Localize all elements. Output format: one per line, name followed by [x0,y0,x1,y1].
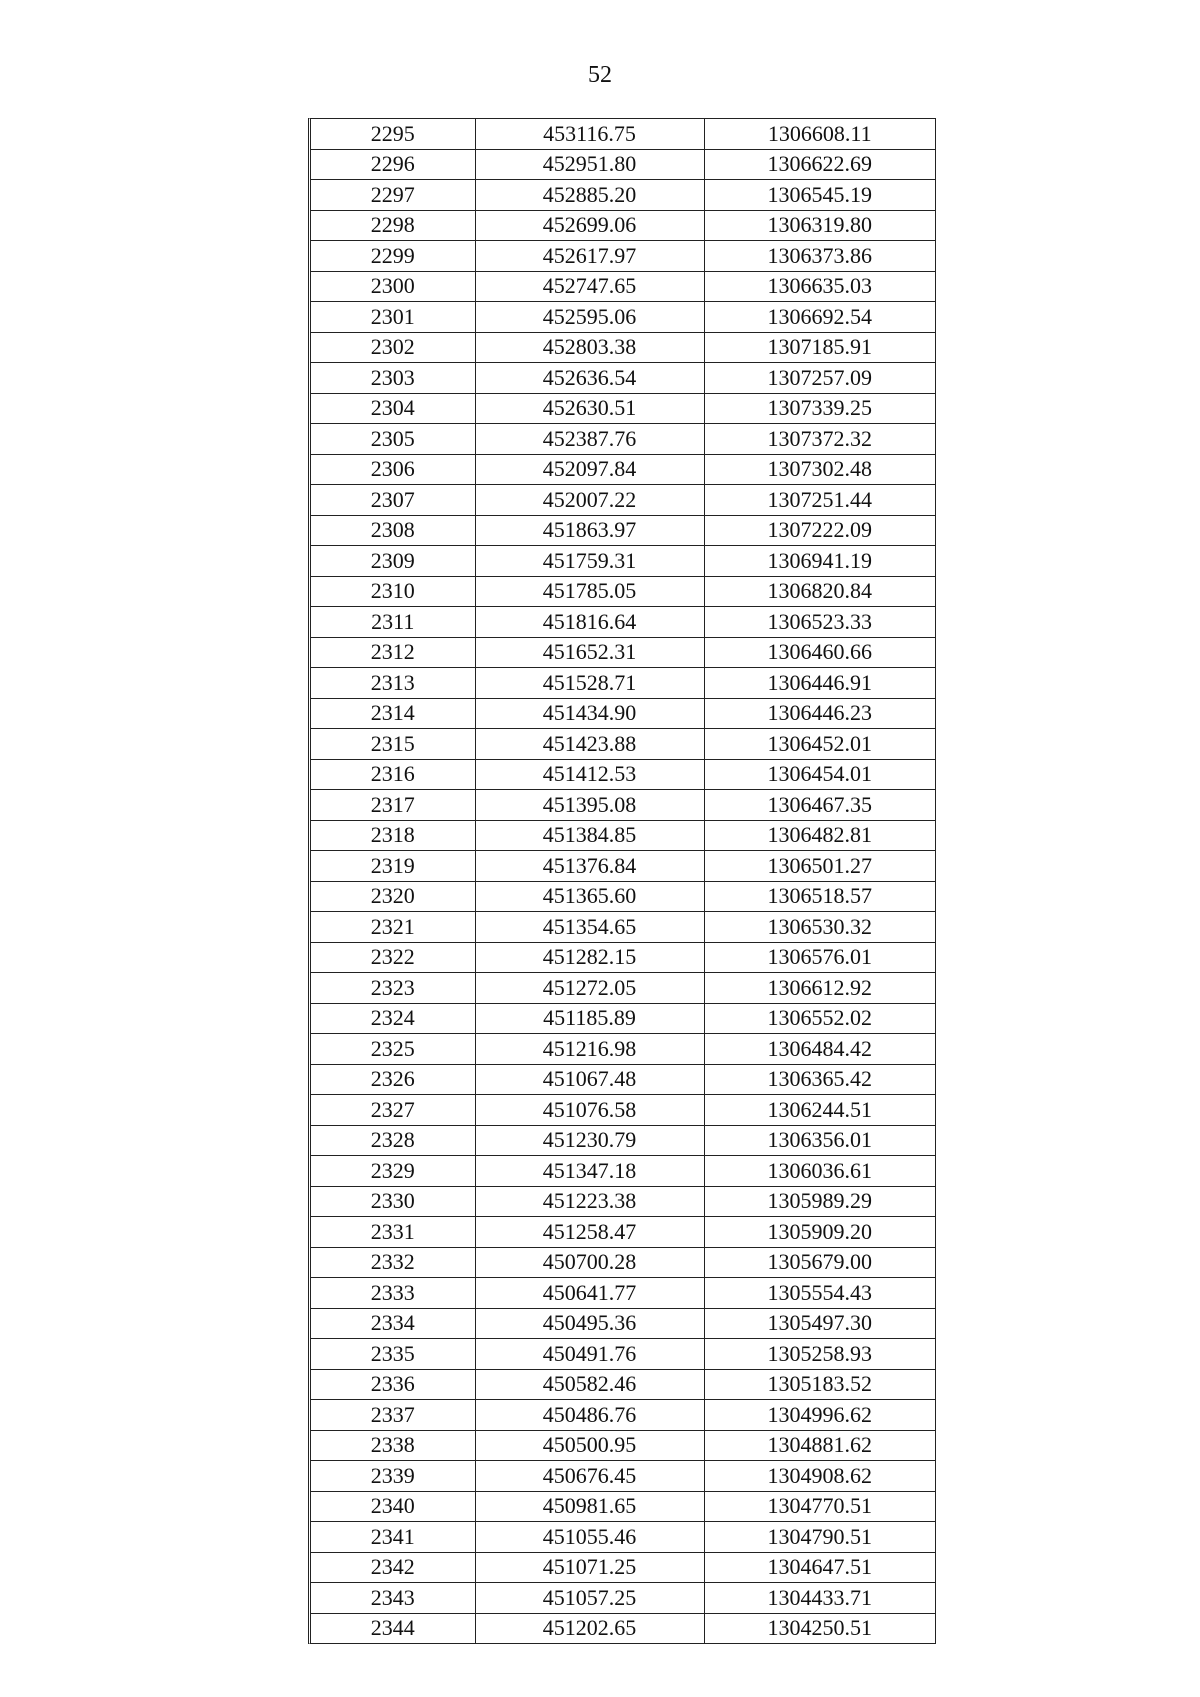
point-number-cell: 2298 [311,210,475,241]
table-row [311,393,935,424]
x-coordinate-cell: 451076.58 [475,1095,704,1126]
y-coordinate-cell: 1306373.86 [704,241,935,272]
table-row [311,271,935,302]
point-number-cell: 2326 [311,1064,475,1095]
y-coordinate-cell: 1306608.11 [704,119,935,149]
y-coordinate-cell: 1306523.33 [704,607,935,638]
point-number-cell: 2337 [311,1400,475,1431]
y-coordinate-cell: 1306467.35 [704,790,935,821]
table-row [311,485,935,516]
point-number-cell: 2313 [311,668,475,699]
x-coordinate-cell: 452699.06 [475,210,704,241]
x-coordinate-cell: 451528.71 [475,668,704,699]
table-row [311,1247,935,1278]
point-number-cell: 2339 [311,1461,475,1492]
coordinates-table-frame [308,118,936,1644]
table-row [311,332,935,363]
x-coordinate-cell: 451347.18 [475,1156,704,1187]
point-number-cell: 2329 [311,1156,475,1187]
y-coordinate-cell: 1307185.91 [704,332,935,363]
point-number-cell: 2325 [311,1034,475,1065]
table-row [311,546,935,577]
point-number-cell: 2333 [311,1278,475,1309]
x-coordinate-cell: 451434.90 [475,698,704,729]
x-coordinate-cell: 451282.15 [475,942,704,973]
table-row [311,1430,935,1461]
x-coordinate-cell: 451272.05 [475,973,704,1004]
point-number-cell: 2301 [311,302,475,333]
y-coordinate-cell: 1304433.71 [704,1583,935,1614]
table-row [311,942,935,973]
y-coordinate-cell: 1305554.43 [704,1278,935,1309]
y-coordinate-cell: 1305909.20 [704,1217,935,1248]
y-coordinate-cell: 1307222.09 [704,515,935,546]
y-coordinate-cell: 1306518.57 [704,881,935,912]
point-number-cell: 2304 [311,393,475,424]
point-number-cell: 2315 [311,729,475,760]
table-row [311,1552,935,1583]
table-row [311,210,935,241]
y-coordinate-cell: 1306446.91 [704,668,935,699]
y-coordinate-cell: 1306501.27 [704,851,935,882]
table-row [311,515,935,546]
table-row [311,1491,935,1522]
y-coordinate-cell: 1304996.62 [704,1400,935,1431]
x-coordinate-cell: 451384.85 [475,820,704,851]
x-coordinate-cell: 450491.76 [475,1339,704,1370]
x-coordinate-cell: 452630.51 [475,393,704,424]
x-coordinate-cell: 451376.84 [475,851,704,882]
point-number-cell: 2305 [311,424,475,455]
table-row [311,759,935,790]
y-coordinate-cell: 1306452.01 [704,729,935,760]
table-row [311,668,935,699]
x-coordinate-cell: 450981.65 [475,1491,704,1522]
x-coordinate-cell: 450495.36 [475,1308,704,1339]
table-row [311,851,935,882]
y-coordinate-cell: 1306454.01 [704,759,935,790]
y-coordinate-cell: 1306484.42 [704,1034,935,1065]
table-row [311,1369,935,1400]
point-number-cell: 2335 [311,1339,475,1370]
y-coordinate-cell: 1304881.62 [704,1430,935,1461]
table-row [311,729,935,760]
x-coordinate-cell: 451354.65 [475,912,704,943]
table-row [311,424,935,455]
y-coordinate-cell: 1305679.00 [704,1247,935,1278]
x-coordinate-cell: 451057.25 [475,1583,704,1614]
x-coordinate-cell: 452617.97 [475,241,704,272]
table-row [311,1613,935,1643]
x-coordinate-cell: 451652.31 [475,637,704,668]
point-number-cell: 2300 [311,271,475,302]
point-number-cell: 2336 [311,1369,475,1400]
x-coordinate-cell: 451863.97 [475,515,704,546]
point-number-cell: 2311 [311,607,475,638]
point-number-cell: 2318 [311,820,475,851]
y-coordinate-cell: 1306635.03 [704,271,935,302]
point-number-cell: 2340 [311,1491,475,1522]
point-number-cell: 2320 [311,881,475,912]
y-coordinate-cell: 1306446.23 [704,698,935,729]
y-coordinate-cell: 1306820.84 [704,576,935,607]
point-number-cell: 2332 [311,1247,475,1278]
table-row [311,180,935,211]
point-number-cell: 2309 [311,546,475,577]
y-coordinate-cell: 1307302.48 [704,454,935,485]
y-coordinate-cell: 1307372.32 [704,424,935,455]
table-row [311,1308,935,1339]
y-coordinate-cell: 1306941.19 [704,546,935,577]
point-number-cell: 2330 [311,1186,475,1217]
table-row [311,302,935,333]
table-row [311,1064,935,1095]
y-coordinate-cell: 1306576.01 [704,942,935,973]
table-row [311,119,935,149]
table-row [311,790,935,821]
x-coordinate-cell: 451067.48 [475,1064,704,1095]
table-row [311,1461,935,1492]
point-number-cell: 2323 [311,973,475,1004]
y-coordinate-cell: 1304770.51 [704,1491,935,1522]
table-row [311,149,935,180]
table-row [311,1400,935,1431]
point-number-cell: 2307 [311,485,475,516]
y-coordinate-cell: 1304790.51 [704,1522,935,1553]
table-row [311,1278,935,1309]
x-coordinate-cell: 451395.08 [475,790,704,821]
x-coordinate-cell: 450700.28 [475,1247,704,1278]
point-number-cell: 2310 [311,576,475,607]
x-coordinate-cell: 451223.38 [475,1186,704,1217]
point-number-cell: 2324 [311,1003,475,1034]
table-row [311,820,935,851]
coordinates-table-body [311,119,935,1643]
point-number-cell: 2319 [311,851,475,882]
x-coordinate-cell: 450582.46 [475,1369,704,1400]
x-coordinate-cell: 451230.79 [475,1125,704,1156]
x-coordinate-cell: 451759.31 [475,546,704,577]
point-number-cell: 2306 [311,454,475,485]
table-row [311,1522,935,1553]
x-coordinate-cell: 452595.06 [475,302,704,333]
point-number-cell: 2316 [311,759,475,790]
x-coordinate-cell: 450641.77 [475,1278,704,1309]
y-coordinate-cell: 1306365.42 [704,1064,935,1095]
coordinates-table [311,119,935,1643]
point-number-cell: 2297 [311,180,475,211]
x-coordinate-cell: 452636.54 [475,363,704,394]
table-row [311,1003,935,1034]
y-coordinate-cell: 1305989.29 [704,1186,935,1217]
point-number-cell: 2327 [311,1095,475,1126]
table-row [311,1125,935,1156]
y-coordinate-cell: 1307257.09 [704,363,935,394]
table-row [311,973,935,1004]
y-coordinate-cell: 1306622.69 [704,149,935,180]
y-coordinate-cell: 1307339.25 [704,393,935,424]
y-coordinate-cell: 1306036.61 [704,1156,935,1187]
x-coordinate-cell: 450500.95 [475,1430,704,1461]
table-row [311,1339,935,1370]
point-number-cell: 2342 [311,1552,475,1583]
table-row [311,363,935,394]
page-number: 52 [588,62,612,88]
x-coordinate-cell: 451365.60 [475,881,704,912]
table-row [311,1095,935,1126]
y-coordinate-cell: 1305497.30 [704,1308,935,1339]
x-coordinate-cell: 451412.53 [475,759,704,790]
y-coordinate-cell: 1306530.32 [704,912,935,943]
x-coordinate-cell: 452097.84 [475,454,704,485]
point-number-cell: 2303 [311,363,475,394]
table-row [311,698,935,729]
table-row [311,1217,935,1248]
point-number-cell: 2302 [311,332,475,363]
y-coordinate-cell: 1306545.19 [704,180,935,211]
table-row [311,912,935,943]
y-coordinate-cell: 1306692.54 [704,302,935,333]
point-number-cell: 2299 [311,241,475,272]
x-coordinate-cell: 451216.98 [475,1034,704,1065]
x-coordinate-cell: 451202.65 [475,1613,704,1643]
table-row [311,1583,935,1614]
x-coordinate-cell: 450486.76 [475,1400,704,1431]
x-coordinate-cell: 450676.45 [475,1461,704,1492]
y-coordinate-cell: 1306482.81 [704,820,935,851]
point-number-cell: 2341 [311,1522,475,1553]
point-number-cell: 2314 [311,698,475,729]
point-number-cell: 2334 [311,1308,475,1339]
table-row [311,1156,935,1187]
x-coordinate-cell: 452951.80 [475,149,704,180]
x-coordinate-cell: 451258.47 [475,1217,704,1248]
x-coordinate-cell: 453116.75 [475,119,704,149]
x-coordinate-cell: 451055.46 [475,1522,704,1553]
y-coordinate-cell: 1304647.51 [704,1552,935,1583]
y-coordinate-cell: 1306612.92 [704,973,935,1004]
point-number-cell: 2344 [311,1613,475,1643]
point-number-cell: 2331 [311,1217,475,1248]
y-coordinate-cell: 1307251.44 [704,485,935,516]
point-number-cell: 2317 [311,790,475,821]
table-row [311,576,935,607]
table-row [311,607,935,638]
x-coordinate-cell: 451423.88 [475,729,704,760]
x-coordinate-cell: 451816.64 [475,607,704,638]
table-row [311,1034,935,1065]
x-coordinate-cell: 451185.89 [475,1003,704,1034]
table-row [311,241,935,272]
y-coordinate-cell: 1305183.52 [704,1369,935,1400]
table-row [311,637,935,668]
table-row [311,454,935,485]
point-number-cell: 2322 [311,942,475,973]
point-number-cell: 2321 [311,912,475,943]
point-number-cell: 2343 [311,1583,475,1614]
point-number-cell: 2295 [311,119,475,149]
x-coordinate-cell: 452387.76 [475,424,704,455]
y-coordinate-cell: 1306552.02 [704,1003,935,1034]
x-coordinate-cell: 452885.20 [475,180,704,211]
y-coordinate-cell: 1306319.80 [704,210,935,241]
y-coordinate-cell: 1306356.01 [704,1125,935,1156]
y-coordinate-cell: 1304250.51 [767,1615,872,1641]
x-coordinate-cell: 451785.05 [475,576,704,607]
point-number-cell: 2338 [311,1430,475,1461]
x-coordinate-cell: 452007.22 [475,485,704,516]
x-coordinate-cell: 451071.25 [475,1552,704,1583]
point-number-cell: 2308 [311,515,475,546]
x-coordinate-cell: 452803.38 [475,332,704,363]
table-row [311,1186,935,1217]
y-coordinate-cell: 1306244.51 [704,1095,935,1126]
y-coordinate-cell: 1306460.66 [704,637,935,668]
x-coordinate-cell: 452747.65 [475,271,704,302]
table-row [311,881,935,912]
point-number-cell: 2296 [311,149,475,180]
y-coordinate-cell: 1305258.93 [704,1339,935,1370]
point-number-cell: 2312 [311,637,475,668]
y-coordinate-cell: 1304908.62 [704,1461,935,1492]
point-number-cell: 2328 [311,1125,475,1156]
